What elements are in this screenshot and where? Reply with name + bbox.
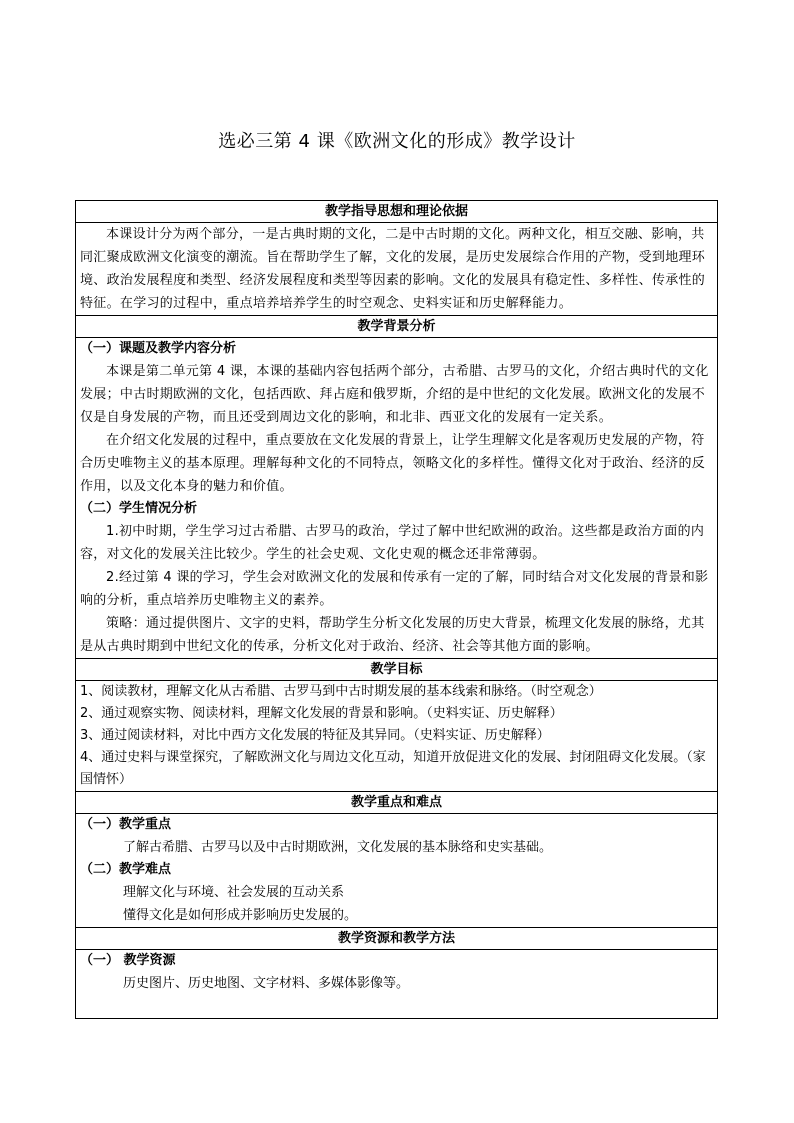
objective-item: 4、通过史料与课堂探究，了解欧洲文化与周边文化互动，知道开放促进文化的发展、封闭阻碍文化发展。（家国情怀） (80, 750, 706, 787)
document-title: 选必三第 4 课《欧洲文化的形成》教学设计 (218, 131, 576, 152)
guiding-ideas-paragraph: 本课设计分为两个部分，一是古典时期的文化，二是中古时期的文化。两种文化，相互交融、影响，共同汇聚成欧洲文化演变的潮流。旨在帮助学生了解，文化的发展，是历史发展综合作用的产物，受到地理环境、政治发展程度和类型、经济发展程度和类型等因素的影响。文化的发展具有稳定性、多样性、传承性的特征。在学习的过程中，重点培养培养学生的时空观念、史料实证和历史解释能力。 (80, 227, 706, 311)
student-analysis-paragraph-2: 2.经过第 4 课的学习，学生会对欧洲文化的发展和传承有一定的了解，同时结合对文化发展的背景和影响的分析，重点培养历史唯物主义的素养。 (80, 570, 709, 608)
key-point-text: 了解古希腊、古罗马以及中古时期欧洲，文化发展的基本脉络和史实基础。 (123, 840, 553, 855)
subheading-student-analysis: （二）学生情况分析 (80, 501, 198, 516)
subheading-difficulties: （二）教学难点 (80, 862, 172, 877)
content-analysis-paragraph-1: 本课是第二单元第 4 课，本课的基础内容包括两个部分，古希腊、古罗马的文化，介绍古典时代的文化发展；中古时期欧洲的文化，包括西欧、拜占庭和俄罗斯，介绍的是中世纪的文化发展。欧洲文化的发展不仅是自身发展的产物，而且还受到周边文化的影响，和北非、西亚文化的发展有一定关系。 (80, 364, 709, 425)
subheading-content-analysis: （一）课题及教学内容分析 (80, 341, 237, 356)
section-header-objectives: 教学目标 (76, 659, 718, 681)
student-analysis-paragraph-1: 1.初中时期，学生学习过古希腊、古罗马的政治，学过了解中世纪欧洲的政治。这些都是政治方面的内容，对文化的发展关注比较少。学生的社会史观、文化史观的概念还非常薄弱。 (80, 524, 705, 562)
difficulty-text-1: 理解文化与环境、社会发展的互动关系 (123, 885, 345, 900)
content-analysis-paragraph-2: 在介绍文化发展的过程中，重点要放在文化发展的背景上，让学生理解文化是客观历史发展的产物，符合历史唯物主义的基本原理。理解每种文化的不同特点，领略文化的多样性。懂得文化对于政治、经济的反作用，以及文化本身的魅力和价值。 (80, 433, 706, 494)
subheading-key-points: （一）教学重点 (80, 817, 172, 832)
section-header-key-difficult: 教学重点和难点 (76, 792, 718, 814)
section-body-resources-methods (76, 950, 718, 1019)
objective-item: 1、阅读教材，理解文化从古希腊、古罗马到中古时期发展的基本线索和脉络。（时空观念） (80, 684, 602, 699)
subheading-resources: （一） 教学资源 (80, 953, 176, 968)
section-header-background: 教学背景分析 (76, 316, 718, 338)
section-header-guiding-ideas: 教学指导思想和理论依据 (76, 201, 718, 223)
section-header-resources-methods: 教学资源和教学方法 (76, 928, 718, 950)
objective-item: 2、通过观察实物、阅读材料，理解文化发展的背景和影响。（史料实证、历史解释） (80, 706, 563, 721)
section-body-objectives (76, 681, 718, 792)
section-body-guiding-ideas (76, 223, 718, 316)
lesson-plan-table (75, 200, 718, 1019)
objective-item: 3、通过阅读材料，对比中西方文化发展的特征及其异同。（史料实证、历史解释） (80, 728, 550, 743)
section-body-background (76, 338, 718, 659)
resources-text: 历史图片、历史地图、文字材料、多媒体影像等。 (123, 976, 410, 991)
section-body-key-difficult (76, 814, 718, 928)
strategy-paragraph: 策略：通过提供图片、文字的史料，帮助学生分析文化发展的历史大背景，梳理文化发展的脉络，尤其是从古典时期到中世纪文化的传承，分析文化对于政治、经济、社会等其他方面的影响。 (80, 616, 705, 654)
difficulty-text-2: 懂得文化是如何形成并影响历史发展的。 (123, 908, 358, 923)
